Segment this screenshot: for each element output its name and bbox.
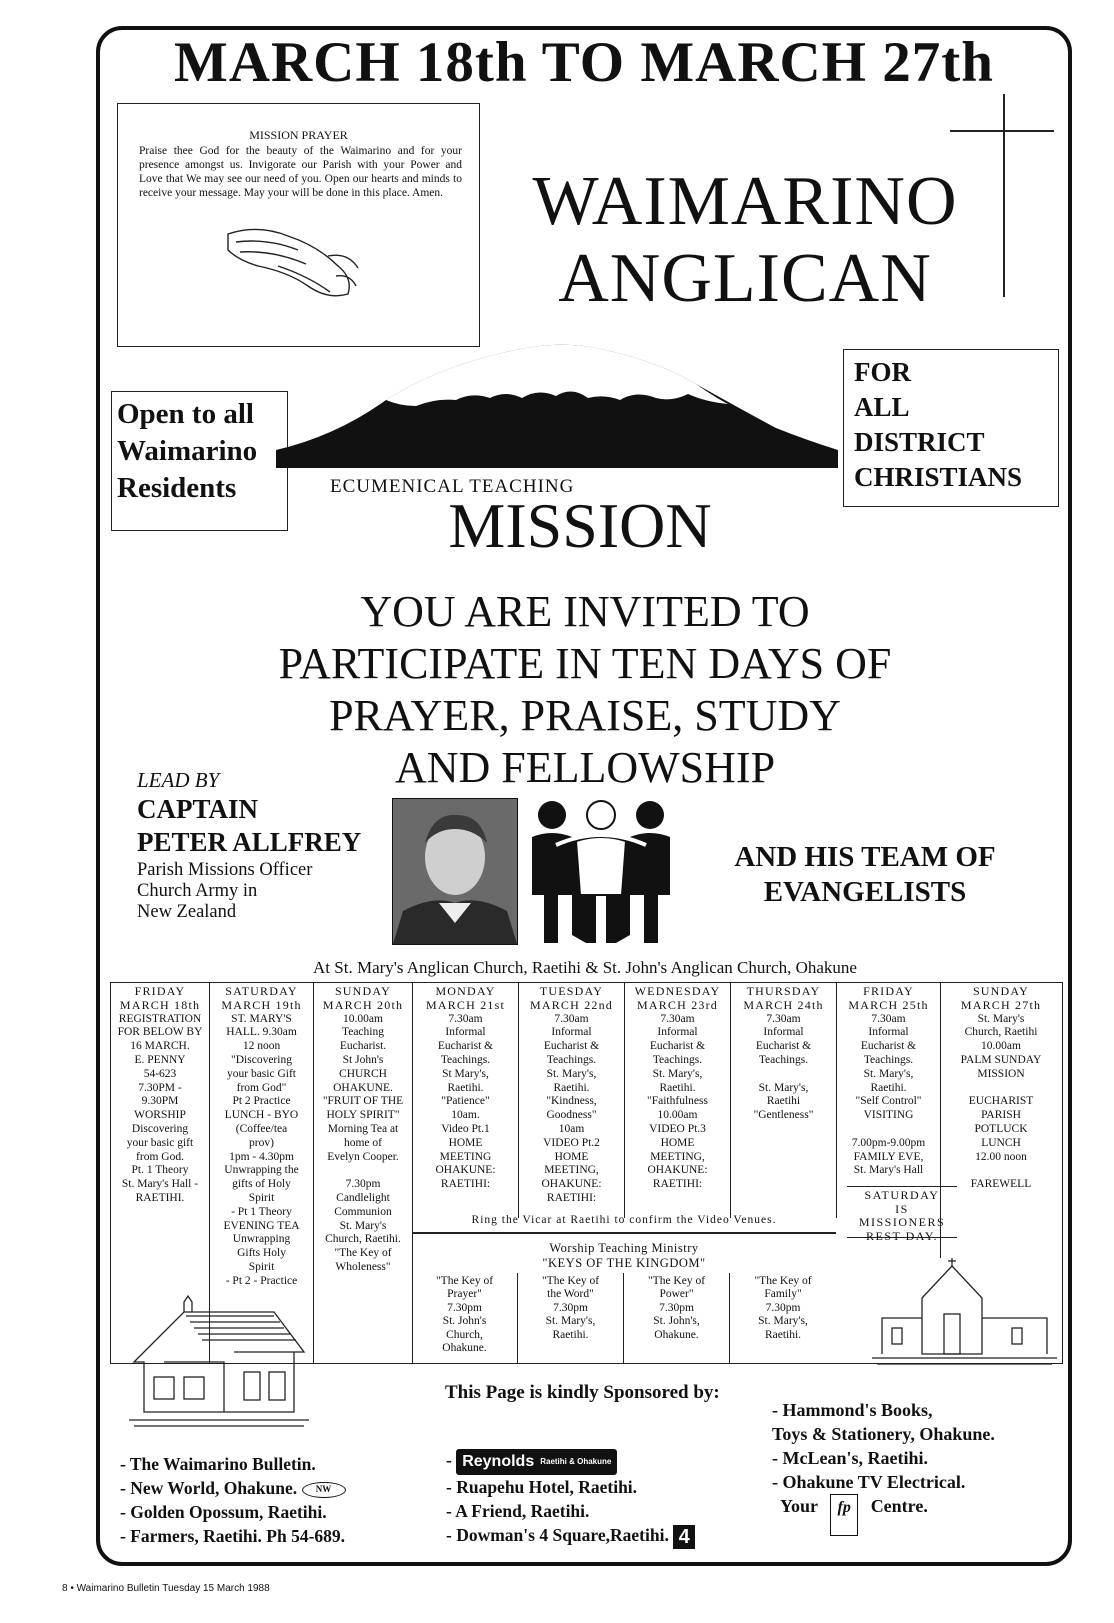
date-label: MARCH 27th [960, 997, 1042, 1012]
day-label: SUNDAY [972, 984, 1030, 998]
sponsor-item: - A Friend, Raetihi. [446, 1501, 590, 1521]
cross-horizontal [950, 130, 1054, 132]
sponsor-item: - Dowman's 4 Square,Raetihi. 4 [446, 1523, 695, 1549]
sponsor-item: - Ohakune TV Electrical. [772, 1472, 966, 1492]
mountain-illustration [276, 340, 838, 468]
day-details: 10.00am Teaching Eucharist. St John's CHURCH OHAKUNE. "FRUIT OF THE HOLY SPIRIT" Morning Tea at home of Evelyn Cooper. 7.30pm Candlelight Communion St. Mary's Church, Raetihi. "The Key of Wholeness" [322, 1012, 404, 1273]
day-label: TUESDAY [539, 984, 604, 998]
team-text [700, 840, 1030, 910]
key-prayer: "The Key of Prayer" 7.30pm St. John's Church, Ohakune. [412, 1273, 518, 1363]
district-line-4: CHRISTIANS [854, 462, 1023, 492]
sponsor-item: - Ruapehu Hotel, Raetihi. [446, 1477, 638, 1497]
four-square-logo-icon: 4 [673, 1525, 695, 1549]
leader-photo [392, 798, 518, 945]
new-world-logo-icon: NW [302, 1482, 346, 1498]
day-details: 7.30am Informal Eucharist & Teachings. St. Mary's, Raetihi. "Self Control" VISITING 7.00pm-9.00pm FAMILY EVE, St. Mary's Hall [851, 1012, 926, 1177]
day-details: 7.30am Informal Eucharist & Teachings. St. Mary's, Raetihi. "Faithfulness 10.00am VIDEO Pt.3 HOME MEETING, OHAKUNE: RAETIHI: [647, 1012, 708, 1191]
invite-line-3: PRAYER, PRAISE, STUDY [329, 691, 841, 740]
date-label: MARCH 19th [221, 997, 302, 1012]
sponsor-item: - Hammond's Books, [772, 1400, 933, 1420]
invite-line-2: PARTICIPATE IN TEN DAYS OF [278, 639, 892, 688]
reynolds-logo: Reynolds Raetihi & Ohakune [456, 1449, 617, 1475]
sponsor-item: - New World, Ohakune. NW [120, 1476, 346, 1500]
invite-line-4: AND FELLOWSHIP [394, 743, 776, 792]
schedule-col-sun20 [314, 983, 413, 1363]
leader-role [137, 860, 312, 923]
sponsor-item: - The Waimarino Bulletin. [120, 1454, 316, 1474]
schedule-col-tue22 [519, 983, 625, 1218]
district-line-1: FOR [854, 357, 911, 387]
day-label: SUNDAY [334, 984, 392, 998]
praying-hands-icon [218, 216, 368, 306]
date-label: MARCH 21st [425, 997, 505, 1012]
worship-title-2: "KEYS OF THE KINGDOM" [542, 1256, 706, 1270]
day-label: MONDAY [435, 984, 496, 998]
leader-fullname: PETER ALLFREY [137, 827, 362, 857]
brand-anglican: ANGLICAN [558, 240, 932, 317]
invite-line-1: YOU ARE INVITED TO [360, 587, 810, 636]
date-label: MARCH 25th [848, 997, 929, 1012]
church-illustration-left [124, 1292, 314, 1432]
lead-by-label: LEAD BY [137, 768, 220, 792]
open-line-3: Residents [117, 472, 237, 504]
schedule-col-thu24 [731, 983, 837, 1218]
day-label: SATURDAY [225, 984, 298, 998]
mission-title: MISSION [448, 490, 712, 561]
team-line-1: AND HIS TEAM OF [734, 841, 996, 873]
day-details: 7.30am Informal Eucharist & Teachings. St. Mary's, Raetihi. "Kindness, Goodness" 10am VIDEO Pt.2 HOME MEETING, OHAKUNE: RAETIHI: [541, 1012, 602, 1204]
sponsor-item: - Farmers, Raetihi. Ph 54-689. [120, 1526, 346, 1546]
key-power: "The Key of Power" 7.30pm St. John's, Ohakune. [624, 1273, 730, 1363]
brand-waimarino: WAIMARINO [532, 163, 958, 240]
date-label: MARCH 24th [743, 997, 824, 1012]
invitation-text [150, 586, 1020, 794]
open-line-2: Waimarino [117, 435, 258, 467]
leader-role-1: Parish Missions Officer [137, 860, 313, 880]
day-details: REGISTRATION FOR BELOW BY 16 MARCH. E. PENNY 54-623 7.30PM - 9.30PM WORSHIP Discovering your basic gift from God. Pt. 1 Theory St. Mary's Hall - RAETIHI. [117, 1012, 203, 1204]
sponsor-title: This Page is kindly Sponsored by: [445, 1382, 720, 1403]
keys-row [412, 1273, 836, 1363]
venues-line: At St. Mary's Anglican Church, Raetihi & St. John's Anglican Church, Ohakune [313, 958, 857, 977]
ecumenical-label: ECUMENICAL TEACHING [330, 476, 575, 497]
key-word: "The Key of the Word" 7.30pm St. Mary's, Raetihi. [518, 1273, 624, 1363]
day-label: FRIDAY [134, 984, 186, 998]
team-figures-icon [526, 795, 676, 945]
worship-title-1: Worship Teaching Ministry [549, 1241, 699, 1255]
prayer-title: MISSION PRAYER [249, 128, 348, 142]
district-christians-box [843, 349, 1059, 507]
date-label: MARCH 22nd [529, 997, 613, 1012]
leader-role-2: Church Army in [137, 881, 258, 901]
mission-prayer-box [117, 103, 480, 347]
church-illustration-right [872, 1258, 1057, 1368]
sponsor-item: - Golden Opossum, Raetihi. [120, 1502, 327, 1522]
schedule-col-sun27 [941, 983, 1061, 1223]
day-details: ST. MARY'S HALL. 9.30am 12 noon "Discovering your basic Gift from God" Pt 2 Practice LUNCH - BYO (Coffee/tea prov) 1pm - 4.30pm Unwrapping the gifts of Holy Spirit - Pt 1 Theory EVENING TEA Unwrapping Gifts Holy Spirit - Pt 2 - Practice [223, 1012, 300, 1287]
page-footer: 8 • Waimarino Bulletin Tuesday 15 March 1988 [62, 1583, 270, 1594]
sponsors-middle [446, 1448, 695, 1549]
open-line-1: Open to all [117, 398, 254, 430]
day-label: WEDNESDAY [634, 984, 721, 998]
saturday-rest-day: SATURDAY IS MISSIONERS REST DAY. [847, 1186, 957, 1238]
leader-title: CAPTAIN [137, 794, 258, 824]
fp-logo: fp [830, 1494, 858, 1536]
divider [412, 1232, 836, 1234]
day-label: FRIDAY [863, 984, 914, 998]
sponsors-left [120, 1452, 346, 1548]
date-label: MARCH 20th [322, 997, 404, 1012]
day-details: 7.30am Informal Eucharist & Teachings. St Mary's, Raetihi. "Patience" 10am. Video Pt.1 HOME MEETING OHAKUNE: RAETIHI: [435, 1012, 496, 1191]
day-details: 7.30am Informal Eucharist & Teachings. St. Mary's, Raetihi "Gentleness" [753, 1012, 814, 1122]
worship-ministry-title [412, 1241, 836, 1271]
district-line-2: ALL [854, 392, 910, 422]
date-label: MARCH 23rd [636, 997, 718, 1012]
sponsor-item: - McLean's, Raetihi. [772, 1448, 928, 1468]
team-line-2: EVANGELISTS [763, 876, 967, 908]
sponsor-item: - Reynolds Raetihi & Ohakune [446, 1448, 695, 1475]
sponsors-right [772, 1398, 995, 1536]
open-to-all-box [111, 391, 288, 531]
ring-vicar-note: Ring the Vicar at Raetihi to confirm the Video Venues. [471, 1214, 777, 1226]
headline: MARCH 18th TO MARCH 27th [174, 31, 994, 94]
leader-role-3: New Zealand [137, 902, 237, 922]
schedule-col-wed23 [625, 983, 731, 1218]
district-line-3: DISTRICT [854, 427, 985, 457]
day-label: THURSDAY [746, 984, 821, 998]
sponsor-item: Toys & Stationery, Ohakune. [772, 1424, 995, 1444]
sponsor-item: Your fp Centre. [772, 1494, 995, 1536]
leader-name [137, 793, 361, 859]
schedule-col-mon21 [413, 983, 519, 1218]
date-label: MARCH 18th [119, 997, 201, 1012]
day-details: St. Mary's Church, Raetihi 10.00am PALM SUNDAY MISSION EUCHARIST PARISH POTLUCK LUNCH 12.00 noon FAREWELL [960, 1012, 1042, 1191]
key-family: "The Key of Family" 7.30pm St. Mary's, Raetihi. [754, 1275, 812, 1341]
prayer-text: Praise thee God for the beauty of the Waimarino and for your presence amongst us. Invigorate our Parish with your Power and Love that We may see our need of you. Open our hearts and minds to receive your message. May your will be done in this place. Amen. [139, 145, 462, 199]
